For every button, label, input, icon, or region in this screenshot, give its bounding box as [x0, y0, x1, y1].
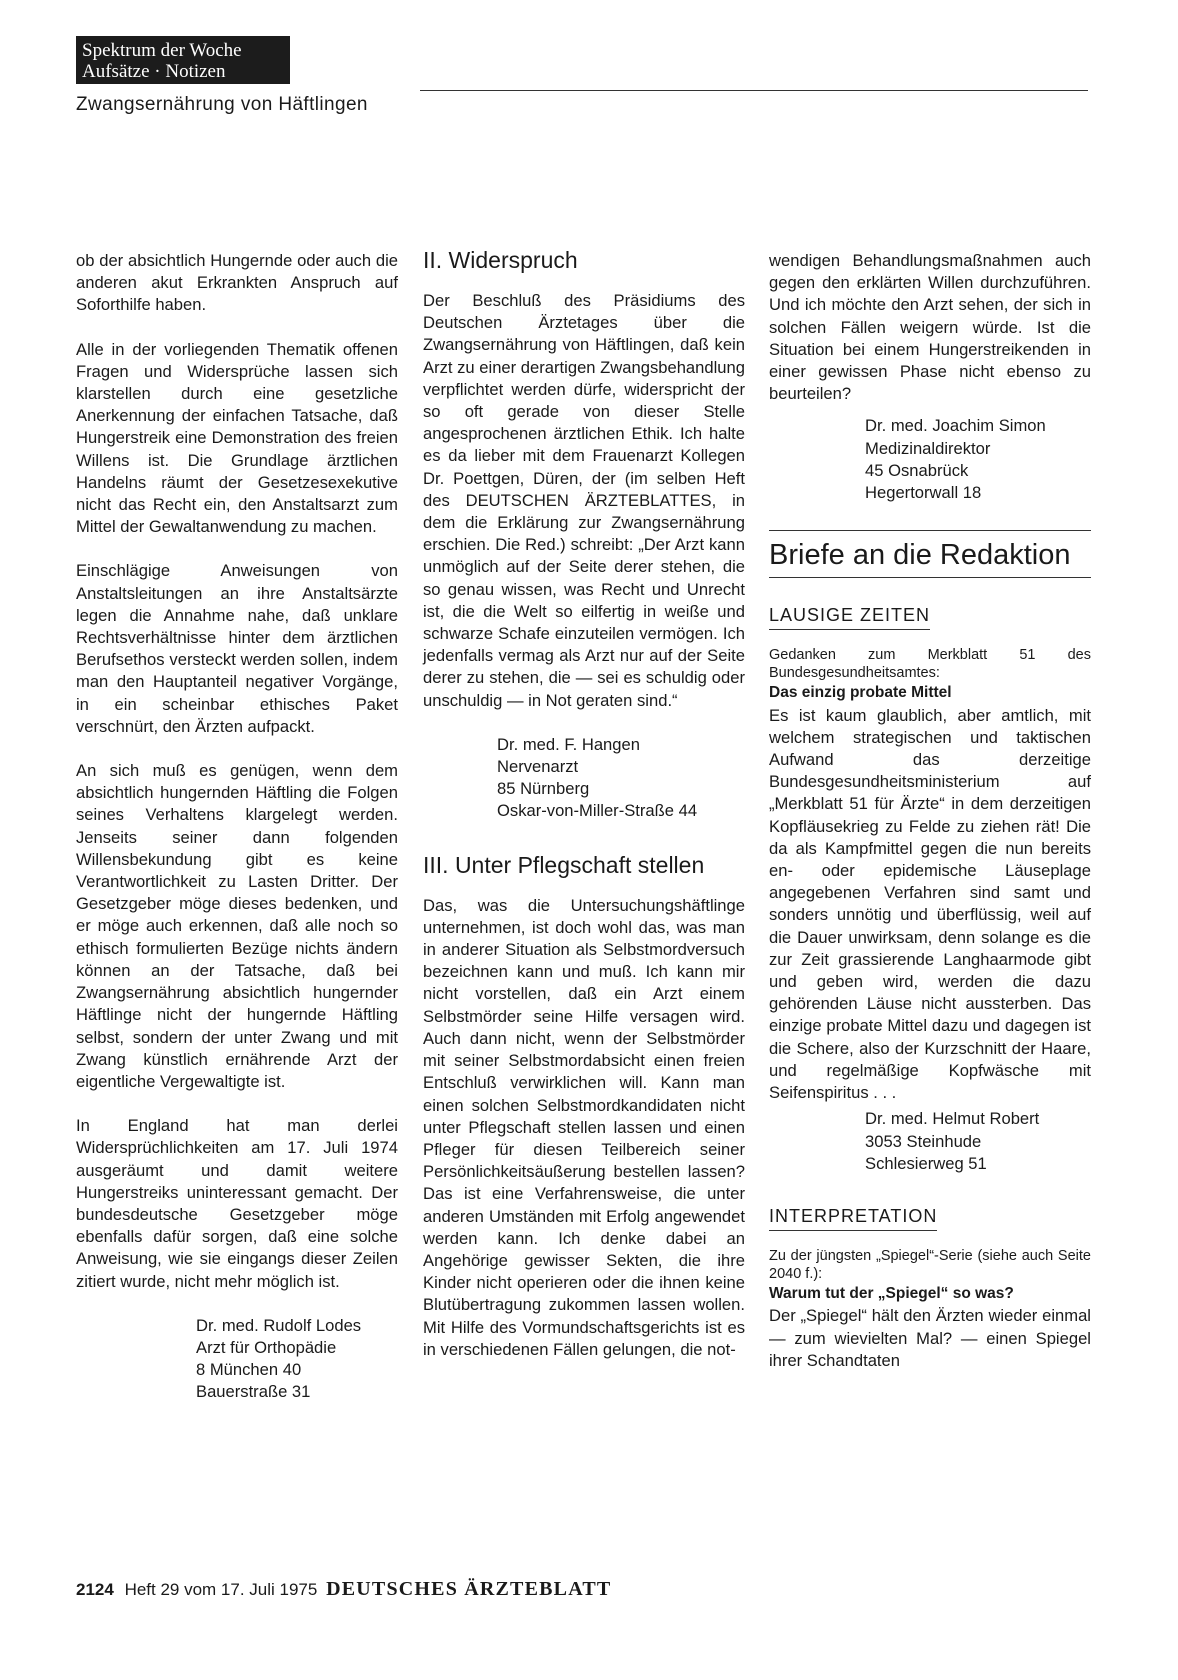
signature-line: Hegertorwall 18	[865, 483, 982, 503]
paragraph: Das, was die Untersuchungshäftlinge unternehmen, ist doch wohl das, was man in anderer Situation als Selbstmordversuch bezeichnen kann und muß. Ich kann mir nicht vorstellen, daß ein Arzt einem Selbstmörder seine Hilfe versagen wird. Auch dann nicht, wenn der Selbstmörder mit seiner Selbstmordabsicht einen freien Entschluß verwirklichen will. Kann man einen solchen Selbstmordkandidaten nicht unter Pflegschaft stellen lassen und einen Pfleger für diesen Teilbereich seiner Persönlichkeitsäußerung bestellen lassen? Das ist eine Verfahrensweise, die unter anderen Umständen mit Erfolg angewendet werden kann. Ich denke dabei an Angehörige gewisser Sekten, die ihre Kinder nicht operieren oder die ihnen keine Blutübertragung zukommen lassen wollen. Mit Hilfe des Vormundschaftsgerichts ist es in verschiedenen Fällen gelungen, die not-	[423, 895, 745, 1359]
section-label-box	[76, 36, 290, 84]
paragraph: Es ist kaum glaublich, aber amtlich, mit welchem strategischen und taktischen Aufwand das derzeitige Bundesgesundheitsministerium auf „Merkblatt 51 für Ärzte“ in dem derzeitigen Kopfläusekrieg zu Felde zu ziehen rät! Die da als Kampfmittel gegen die nun bereits en- oder epidemische Läuseplage angegebenen Verfahren sind samt und sonders unnötig und überflüssig, weil auf die Dauer unwirksam, denn solange es die zur Zeit grassierende Langhaarmode gibt und geben wird, werden die dazu gehörenden Läuse nicht aussterben. Das einzige probate Mittel dazu und dagegen ist die Schere, also der Kurzschnitt der Haare, und regelmäßige Kopfwäsche mit Seifenspiritus . . .	[769, 705, 1091, 1103]
column-2	[423, 247, 745, 1361]
signature-line: Dr. med. Helmut Robert	[865, 1109, 1040, 1129]
paragraph: Der „Spiegel“ hält den Ärzten wieder einmal — zum wievielten Mal? — einen Spiegel ihrer Schandtaten	[769, 1306, 1091, 1370]
rubric-title: LAUSIGE ZEITEN	[769, 604, 930, 630]
signature-block	[865, 415, 1091, 504]
letters-heading: Briefe an die Redaktion	[769, 539, 1071, 572]
signature-line: 45 Osnabrück	[865, 460, 969, 480]
section-heading: III. Unter Pflegschaft stellen	[423, 851, 705, 878]
signature-line: Arzt für Orthopädie	[196, 1337, 337, 1357]
page-footer	[76, 1578, 611, 1601]
signature-line: Medizinaldirektor	[865, 438, 991, 458]
paragraph: In England hat man derlei Widersprüchlichkeiten am 17. Juli 1974 ausgeräumt und damit weitere Hungerstreiks uninteressant gemacht. Der bundesdeutsche Gesetzgeber möge ebenfalls dafür sorgen, daß eine solche Anweisung, wie sie eingangs dieser Zeilen zitiert wurde, nicht mehr möglich ist.	[76, 1116, 398, 1291]
section-label-line1: Spektrum der Woche	[82, 40, 242, 61]
signature-line: Bauerstraße 31	[196, 1382, 311, 1402]
letter-intro: Zu der jüngsten „Spiegel“-Serie (siehe auch Seite 2040 f.):	[769, 1248, 1091, 1283]
paragraph: An sich muß es genügen, wenn dem absichtlich hungernden Häftling die Folgen seines Verhaltens klargelegt werden. Jenseits seiner dann folgenden Willensbekundung gibt es keine Verantwortlichkeit zu Lasten Dritter. Der Gesetzgeber möge dieses bedenken, und er möge auch erkennen, daß alle noch so ethisch formulierten Bezüge nichts ändern können an der Tatsache, daß bei Zwangsernährung absichtlich hungernder Häftlinge nicht der hungernde Häftling selbst, sondern der unter Zwang und mit Zwang künstlich ernährende Arzt der eigentliche Vergewaltigte ist.	[76, 761, 398, 1091]
letter-subhead: Das einzig probate Mittel	[769, 684, 952, 702]
column-1	[76, 250, 398, 1404]
column-3	[769, 250, 1091, 1372]
header-rule	[420, 90, 1088, 91]
signature-line: 85 Nürnberg	[497, 779, 590, 799]
paragraph: Einschlägige Anweisungen von Anstaltsleitungen an ihre Anstaltsärzte legen die Annahme nahe, daß unklare Rechtsverhältnisse hinter dem ärztlichen Berufsethos versteckt werden sollen, indem man den Hauptanteil negativer Vorgänge, in ein scheinbar ethisches Paket verschnürt, den Ärzten aufpackt.	[76, 561, 398, 736]
journal-name: DEUTSCHES ÄRZTEBLATT	[326, 1578, 612, 1600]
section-heading: II. Widerspruch	[423, 247, 578, 273]
signature-line: 8 München 40	[196, 1360, 302, 1380]
section-label-line2: Aufsätze · Notizen	[82, 61, 226, 82]
paragraph: ob der absichtlich Hungernde oder auch die anderen akut Erkrankten Anspruch auf Soforthilfe haben.	[76, 251, 398, 315]
signature-line: Dr. med. Rudolf Lodes	[196, 1315, 362, 1335]
signature-line: Schlesierweg 51	[865, 1153, 987, 1173]
signature-line: Oskar-von-Miller-Straße 44	[497, 801, 698, 821]
page-number: 2124	[76, 1580, 114, 1599]
issue-info: Heft 29 vom 17. Juli 1975	[124, 1580, 318, 1599]
paragraph: Alle in der vorliegenden Thematik offenen Fragen und Widersprüche lassen sich klarstellen durch eine gesetzliche Anerkennung der einfachen Tatsache, daß Hungerstreik eine Demonstration des freien Willens ist. Die Grundlage ärztlichen Handelns räumt der Gesetzesexekutive nicht das Recht ein, den Anstaltsarzt zum Mittel der Gewaltanwendung zu machen.	[76, 339, 398, 537]
signature-line: Nervenarzt	[497, 757, 579, 777]
article-topic: Zwangsernährung von Häftlingen	[76, 94, 368, 115]
letter-subhead: Warum tut der „Spiegel“ so was?	[769, 1285, 1014, 1303]
signature-block	[865, 1108, 1091, 1175]
rubric-title: INTERPRETATION	[769, 1205, 937, 1231]
signature-block	[196, 1315, 398, 1404]
paragraph: wendigen Behandlungsmaßnahmen auch gegen den erklärten Willen durchzuführen. Und ich möchte den Arzt sehen, der sich in solchen Fällen weigern würde. Ist die Situation bei einem Hungerstreikenden in einer gewissen Phase nicht ebenso zu beurteilen?	[769, 251, 1091, 404]
signature-line: 3053 Steinhude	[865, 1131, 982, 1151]
signature-line: Dr. med. F. Hangen	[497, 734, 640, 754]
letter-intro: Gedanken zum Merkblatt 51 des Bundesgesundheitsamtes:	[769, 647, 1091, 682]
paragraph: Der Beschluß des Präsidiums des Deutschen Ärztetages über die Zwangsernährung von Häftlingen, daß kein Arzt zu einer derartigen Zwangsbehandlung verpflichtet werden dürfe, widerspricht der so oft gerade von dieser Stelle angesprochenen ärztlichen Ethik. Ich halte es da lieber mit dem Frauenarzt Kollegen Dr. Poettgen, Düren, der (im selben Heft des DEUTSCHEN ÄRZTEBLATTES, in dem die Erklärung zur Zwangsernährung erschien. Die Red.) schreibt: „Der Arzt kann unmöglich auf der Seite derer stehen, die so genau wissen, was Recht und Unrecht ist, die die Welt so eilfertig in weiße und schwarze Schafe einzuteilen vermögen. Ich jedenfalls vermag als Arzt nur auf der Seite derer zu stehen, die — sei es schuldig oder unschuldig — in Not geraten sind.“	[423, 291, 745, 710]
divider	[769, 577, 1091, 578]
divider	[769, 530, 1091, 531]
signature-line: Dr. med. Joachim Simon	[865, 416, 1046, 436]
signature-block	[497, 734, 745, 823]
